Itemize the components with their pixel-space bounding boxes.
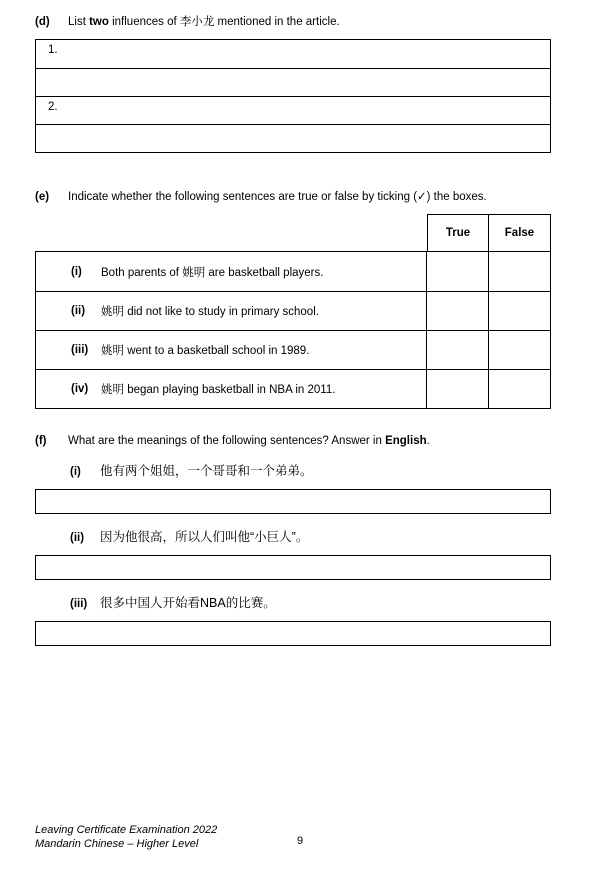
- statement-label: (i): [71, 265, 82, 278]
- true-false-table: [35, 214, 551, 409]
- statement-label: (iv): [71, 383, 89, 395]
- false-tick-cell[interactable]: [488, 331, 550, 369]
- true-tick-cell[interactable]: [426, 331, 488, 369]
- false-tick-cell[interactable]: [488, 252, 550, 291]
- question-d-text-prefix: List: [68, 16, 90, 28]
- answer-row-2[interactable]: [36, 96, 550, 124]
- answer-row-2-label: 2.: [48, 101, 58, 113]
- answer-row-1-continued[interactable]: [36, 68, 550, 96]
- true-tick-cell[interactable]: [426, 252, 488, 291]
- statement-text: 姚明 went to a basketball school in 1989.: [101, 345, 310, 357]
- answer-row-2-continued[interactable]: [36, 124, 550, 152]
- statement-row-iii: [36, 330, 550, 369]
- sentence-item-ii: [35, 530, 551, 546]
- question-d-text-bold: two: [89, 16, 109, 28]
- statement-label: (ii): [71, 305, 86, 317]
- false-column-header: False: [489, 214, 551, 251]
- sentence-item-iii: [35, 596, 551, 612]
- statement-text-cell: [36, 292, 426, 330]
- statement-row-ii: [36, 291, 550, 330]
- question-f-text-suffix: .: [426, 435, 430, 447]
- answer-box-iii[interactable]: [35, 621, 551, 646]
- false-tick-cell[interactable]: [488, 370, 550, 408]
- question-f-label: (f): [35, 435, 47, 447]
- statement-text-cell: [36, 252, 426, 291]
- answer-row-1[interactable]: [36, 40, 550, 68]
- true-tick-cell[interactable]: [426, 292, 488, 330]
- footer-exam-title: Leaving Certificate Examination 2022: [35, 824, 218, 836]
- page-content: [35, 15, 551, 646]
- statement-row-iv: [36, 369, 550, 408]
- question-f-heading: [35, 434, 551, 448]
- sentence-label: (ii): [70, 532, 85, 544]
- question-d-text-suffix: influences of 李小龙 mentioned in the article.: [108, 16, 340, 28]
- statement-row-i: [36, 252, 550, 291]
- question-d-label: (d): [35, 16, 50, 28]
- answer-box-ii[interactable]: [35, 555, 551, 580]
- question-f-text-prefix: What are the meanings of the following sentences? Answer in: [68, 435, 386, 447]
- statement-text: Both parents of 姚明 are basketball players.: [101, 266, 324, 279]
- sentence-item-i: [35, 464, 551, 480]
- statement-text-cell: [36, 331, 426, 369]
- question-d-text: [68, 15, 340, 29]
- question-e-label: (e): [35, 191, 50, 203]
- statement-text: 姚明 did not like to study in primary school.: [101, 306, 319, 318]
- question-f: [35, 434, 551, 646]
- footer-exam-level: Mandarin Chinese – Higher Level: [35, 838, 199, 850]
- sentence-text: 因为他很高，所以人们叫他“小巨人”。: [100, 530, 309, 544]
- true-column-header: True: [427, 214, 489, 251]
- false-tick-cell[interactable]: [488, 292, 550, 330]
- sentence-text: 很多中国人开始看NBA的比赛。: [100, 596, 276, 610]
- answer-box-i[interactable]: [35, 489, 551, 514]
- page-number: 9: [296, 835, 304, 847]
- sentence-label: (iii): [70, 598, 88, 610]
- sentence-label: (i): [70, 466, 81, 478]
- question-d-answer-table: [35, 39, 551, 153]
- statement-label: (iii): [71, 344, 89, 356]
- question-f-text: [68, 434, 430, 448]
- true-false-body: [35, 251, 551, 409]
- true-tick-cell[interactable]: [426, 370, 488, 408]
- question-e: [35, 190, 551, 409]
- question-e-heading: [35, 190, 551, 204]
- statement-text: 姚明 began playing basketball in NBA in 2011.: [101, 384, 336, 396]
- true-false-header: [35, 214, 551, 251]
- question-f-text-bold: English: [385, 435, 427, 447]
- sentence-text: 他有两个姐姐，一个哥哥和一个弟弟。: [100, 464, 313, 478]
- question-d-heading: [35, 15, 551, 29]
- answer-row-1-label: 1.: [48, 44, 58, 56]
- statement-text-cell: [36, 370, 426, 408]
- question-e-text: Indicate whether the following sentences are true or false by ticking (✓) the boxes.: [68, 191, 487, 203]
